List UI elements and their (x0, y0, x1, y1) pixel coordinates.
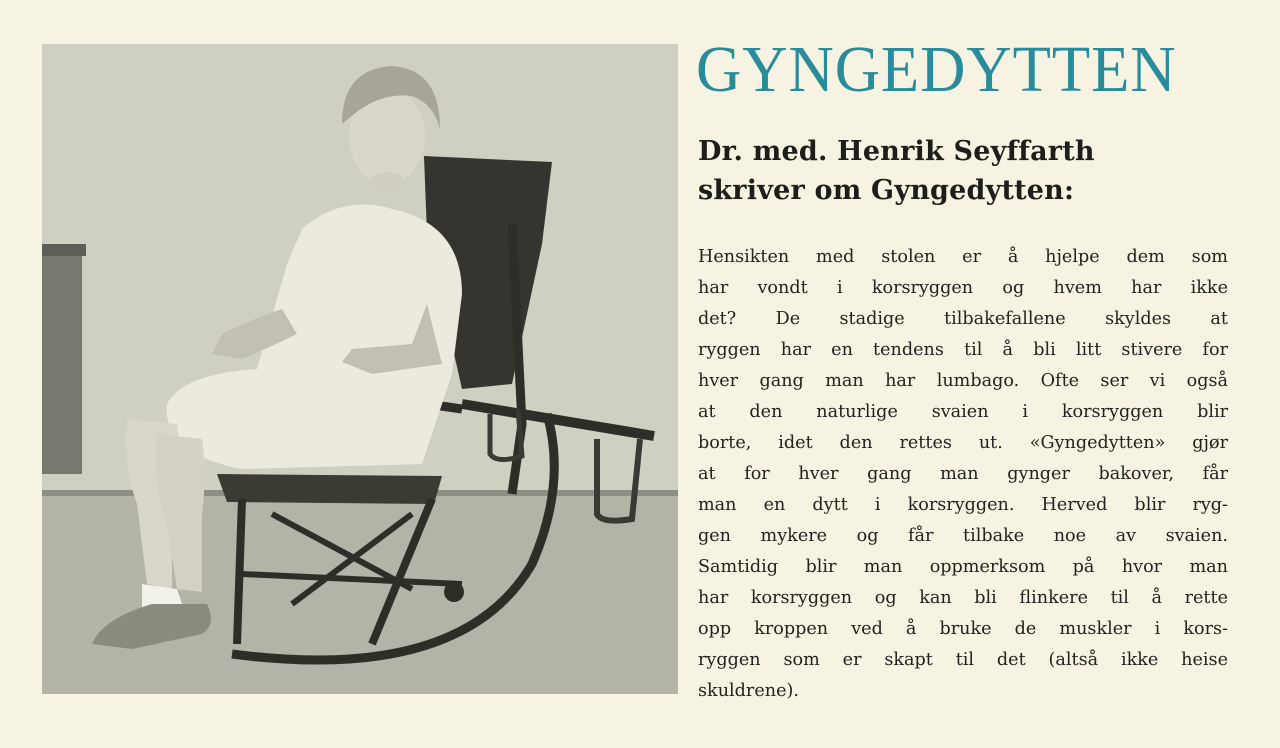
rocking-chair-illustration (42, 44, 678, 694)
body-line: ryggen som er skapt til det (altså ikke heise (698, 650, 1228, 670)
body-line: at for hver gang man gynger bakover, får (698, 464, 1228, 484)
body-line: gen mykere og får tilbake noe av svaien. (698, 526, 1228, 546)
body-line: at den naturlige svaien i korsryggen blir (698, 402, 1228, 422)
body-line: man en dytt i korsryggen. Herved blir ryg- (698, 495, 1228, 515)
body-line: ryggen har en tendens til å bli litt stivere for (698, 340, 1228, 360)
article-body (698, 242, 1228, 707)
article-title: GYNGEDYTTEN (696, 33, 1177, 106)
subtitle-line: Dr. med. Henrik Seyffarth (698, 136, 1095, 167)
article-subtitle (698, 132, 1258, 210)
photo-woman-in-rocking-chair (42, 44, 678, 694)
body-line: Hensikten med stolen er å hjelpe dem som (698, 247, 1228, 267)
subtitle-line: skriver om Gyngedytten: (698, 175, 1075, 206)
body-line: Samtidig blir man oppmerksom på hvor man (698, 557, 1228, 577)
body-line: har vondt i korsryggen og hvem har ikke (698, 278, 1228, 298)
body-line: hver gang man har lumbago. Ofte ser vi også (698, 371, 1228, 391)
body-line: skuldrene). (698, 681, 799, 701)
body-line: det? De stadige tilbakefallene skyldes at (698, 309, 1228, 329)
body-line: borte, idet den rettes ut. «Gyngedytten» gjør (698, 433, 1228, 453)
body-line: har korsryggen og kan bli flinkere til å rette (698, 588, 1228, 608)
body-line: opp kroppen ved å bruke de muskler i kors- (698, 619, 1228, 639)
